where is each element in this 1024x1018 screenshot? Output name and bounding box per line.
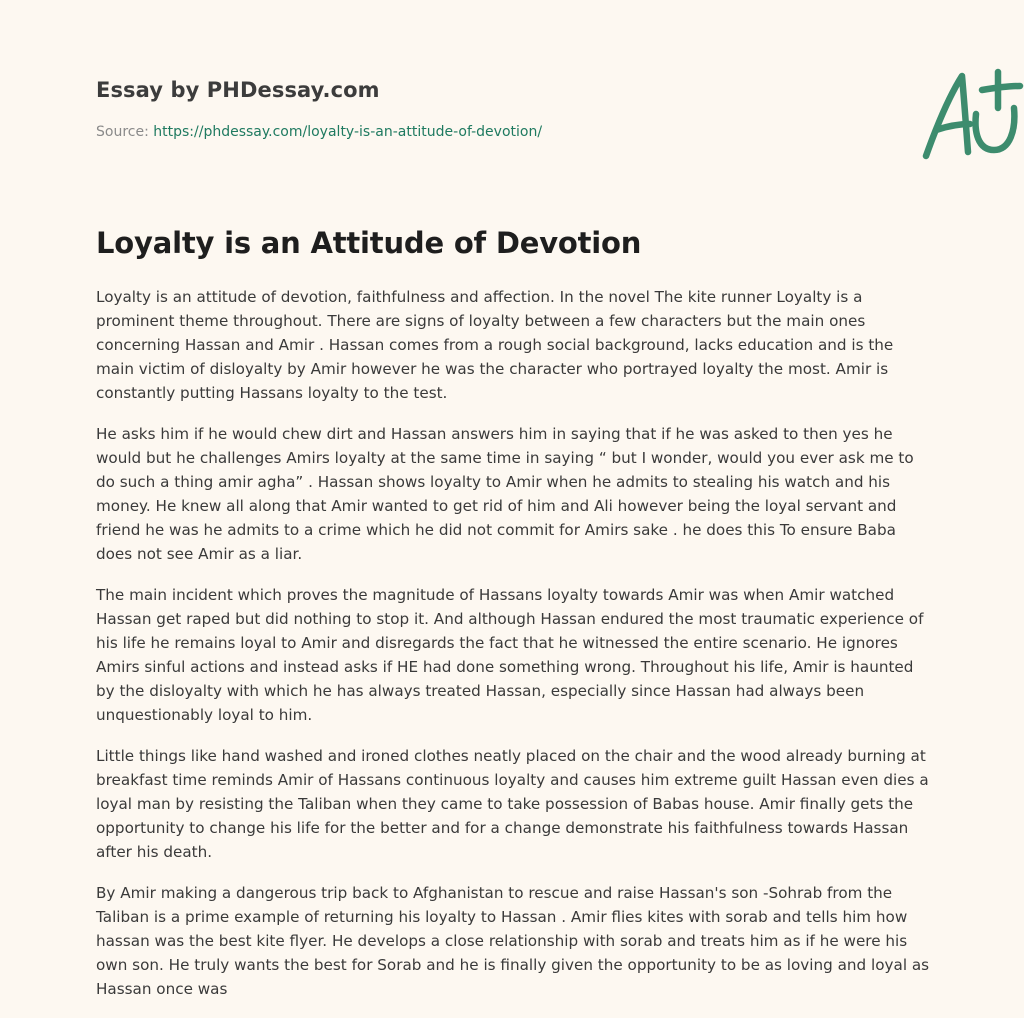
essay-body <box>96 285 932 1018</box>
a-plus-logo-icon <box>918 68 1024 164</box>
essay-paragraph: He asks him if he would chew dirt and Hassan answers him in saying that if he was asked to then yes he would but he challenges Amirs loyalty at the same time in saying “ but I wonder, would you ever ask me to do such a thing amir agha” . Hassan shows loyalty to Amir when he admits to stealing his watch and his money. He knew all along that Amir wanted to get rid of him and Ali however being the loyal servant and friend he was he admits to a crime which he did not commit for Amirs sake . he does this To ensure Baba does not see Amir as a liar. <box>96 425 914 563</box>
essay-paragraph: Loyalty is an attitude of devotion, faithfulness and affection. In the novel The kite runner Loyalty is a prominent theme throughout. There are signs of loyalty between a few characters but the main ones concerning Hassan and Amir . Hassan comes from a rough social background, lacks education and is the main victim of disloyalty by Amir however he was the character who portrayed loyalty the most. Amir is constantly putting Hassans loyalty to the test. <box>96 288 894 402</box>
essay-paragraph: The main incident which proves the magnitude of Hassans loyalty towards Amir was when Amir watched Hassan get raped but did nothing to stop it. And although Hassan endured the most traumatic experience of his life he remains loyal to Amir and disregards the fact that he witnessed the entire scenario. He ignores Amirs sinful actions and instead asks if HE had done something wrong. Throughout his life, Amir is haunted by the disloyalty with which he has always treated Hassan, especially since Hassan had always been unquestionably loyal to him. <box>96 586 924 724</box>
essay-title: Loyalty is an Attitude of Devotion <box>96 226 642 260</box>
source-label: Source: <box>96 124 154 140</box>
source-link[interactable]: https://phdessay.com/loyalty-is-an-attitude-of-devotion/ <box>153 124 543 140</box>
site-title: Essay by PHDessay.com <box>96 78 380 102</box>
essay-paragraph: Little things like hand washed and ironed clothes neatly placed on the chair and the wood already burning at breakfast time reminds Amir of Hassans continuous loyalty and causes him extreme guilt Hassan even dies a loyal man by resisting the Taliban when they came to take possession of Babas house. Amir finally gets the opportunity to change his life for the better and for a change demonstrate his faithfulness towards Hassan after his death. <box>96 747 929 861</box>
essay-paragraph: By Amir making a dangerous trip back to Afghanistan to rescue and raise Hassan's son -Sohrab from the Taliban is a prime example of returning his loyalty to Hassan . Amir flies kites with sorab and tells him how hassan was the best kite flyer. He develops a close relationship with sorab and treats him as if he were his own son. He truly wants the best for Sorab and he is finally given the opportunity to be as loving and loyal as Hassan once was <box>96 884 930 998</box>
source-line <box>96 124 542 140</box>
